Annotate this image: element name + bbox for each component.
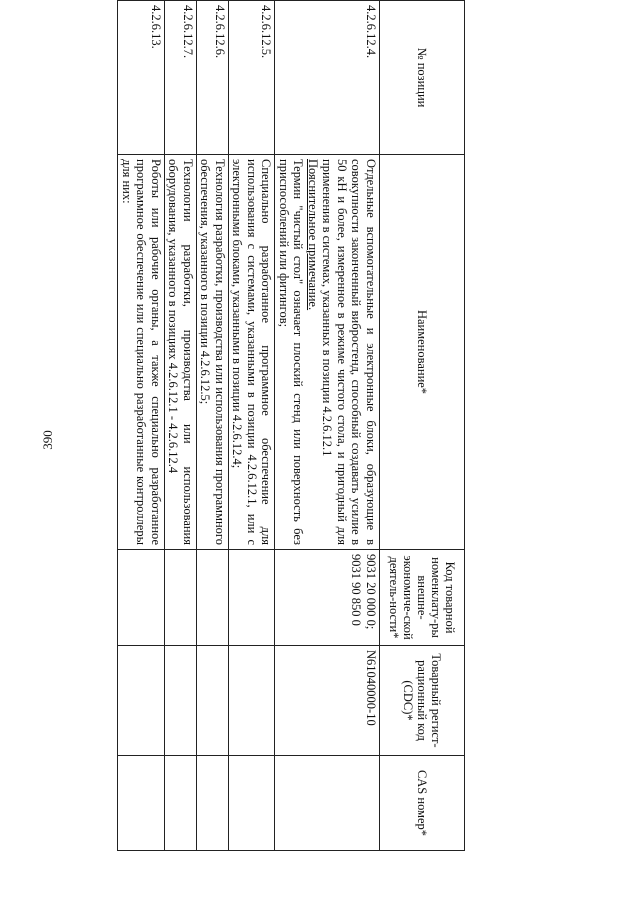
row-fea-code <box>229 550 276 646</box>
row-cas <box>165 756 197 851</box>
header-cdc-code: Товарный регист-рационный код (CDC)* <box>380 646 465 756</box>
table-row <box>118 1 165 851</box>
header-cas: CAS номер* <box>380 756 465 851</box>
row-text: Специально разработанное программное обеспечение для использования с системами, указанными в позиции 4.2.6.12.1, или с электронными блоками, указанными в позиции 4.2.6.12.4; <box>230 159 274 545</box>
row-cdc-code <box>229 646 276 756</box>
row-text: Технологии разработки, производства или использования оборудования, указанного в позициях 4.2.6.12.1 - 4.2.6.12.4 <box>166 159 195 545</box>
table-row <box>165 1 197 851</box>
row-position: 4.2.6.13. <box>118 1 165 155</box>
row-position: 4.2.6.12.5. <box>229 1 276 155</box>
row-cas <box>118 756 165 851</box>
header-position: № позиции <box>380 1 465 155</box>
page-number: 390 <box>40 430 55 450</box>
row-cas <box>229 756 276 851</box>
row-fea-code <box>118 550 165 646</box>
row-fea-code <box>197 550 229 646</box>
row-fea-code <box>165 550 197 646</box>
row-description <box>275 155 380 550</box>
row-text: Отдельные вспомогательные и электронные блоки, образующие в совокупности законченный вибростенд, способный создавать усилие в 50 кН и более, измеренное в режиме чистого стола, и пригодный для применения в системах, указанных в позиции 4.2.6.12.1 <box>320 159 378 545</box>
row-position: 4.2.6.12.4. <box>275 1 380 155</box>
row-description <box>197 155 229 550</box>
row-text: Роботы или рабочие органы, а также специально разработанное программное обеспечение или специально разработанные контроллеры для них: <box>120 159 163 545</box>
table-header-row <box>380 1 465 851</box>
row-position: 4.2.6.12.6. <box>197 1 229 155</box>
row-cdc-code <box>165 646 197 756</box>
row-text: Технология разработки, производства или использования программного обеспечения, указанного в позиции 4.2.6.12.5; <box>198 159 227 545</box>
header-fea-code: Код товарной номенклату-ры внешне-экономиче-ской деятель-ности* <box>380 550 465 646</box>
control-list-table <box>118 0 466 851</box>
row-description <box>229 155 276 550</box>
row-cdc-code <box>118 646 165 756</box>
note-title: Пояснительное примечание. <box>306 159 320 311</box>
row-position: 4.2.6.12.7. <box>165 1 197 155</box>
row-cas <box>197 756 229 851</box>
table-row <box>197 1 229 851</box>
row-description <box>118 155 165 550</box>
table-row <box>275 1 380 851</box>
row-fea-code: 9031 20 000 0; 9031 90 850 0 <box>275 550 380 646</box>
row-cdc-code <box>197 646 229 756</box>
header-name: Наименование* <box>380 155 465 550</box>
row-cas <box>275 756 380 851</box>
row-cdc-code: N61040000-10 <box>275 646 380 756</box>
note-text: Термин "чистый стол" означает плоский стенд или поверхность без приспособлений или фитингов; <box>277 159 306 545</box>
table-row <box>229 1 276 851</box>
row-description <box>165 155 197 550</box>
